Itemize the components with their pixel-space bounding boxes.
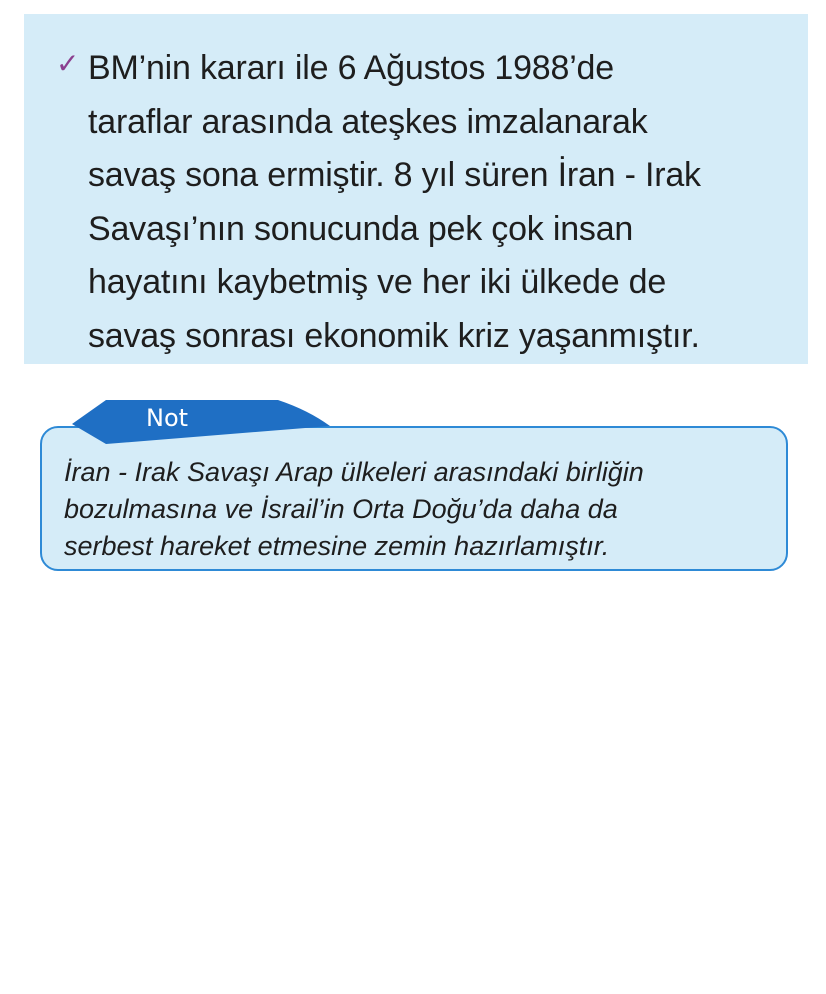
info-paragraph: BM’nin kararı ile 6 Ağustos 1988’de taraflar arasında ateşkes imzalanarak savaş sona ermiştir. 8 yıl süren İran - Irak Savaşı’nın sonucunda pek çok insan hayatını kaybetmiş ve her iki ülkede de savaş sonrası ekonomik kriz yaşanmıştır. (88, 49, 701, 355)
info-box (24, 14, 808, 364)
note-callout (40, 400, 792, 578)
note-tab-shape (72, 400, 332, 444)
check-icon: ✓ (56, 47, 80, 80)
note-tab (72, 400, 332, 444)
note-label: Not (146, 404, 189, 432)
note-paragraph: İran - Irak Savaşı Arap ülkeleri arasındaki birliğin bozulmasına ve İsrail’in Orta Doğu’da daha da serbest hareket etmesine zemin hazırlamıştır. (64, 457, 644, 561)
